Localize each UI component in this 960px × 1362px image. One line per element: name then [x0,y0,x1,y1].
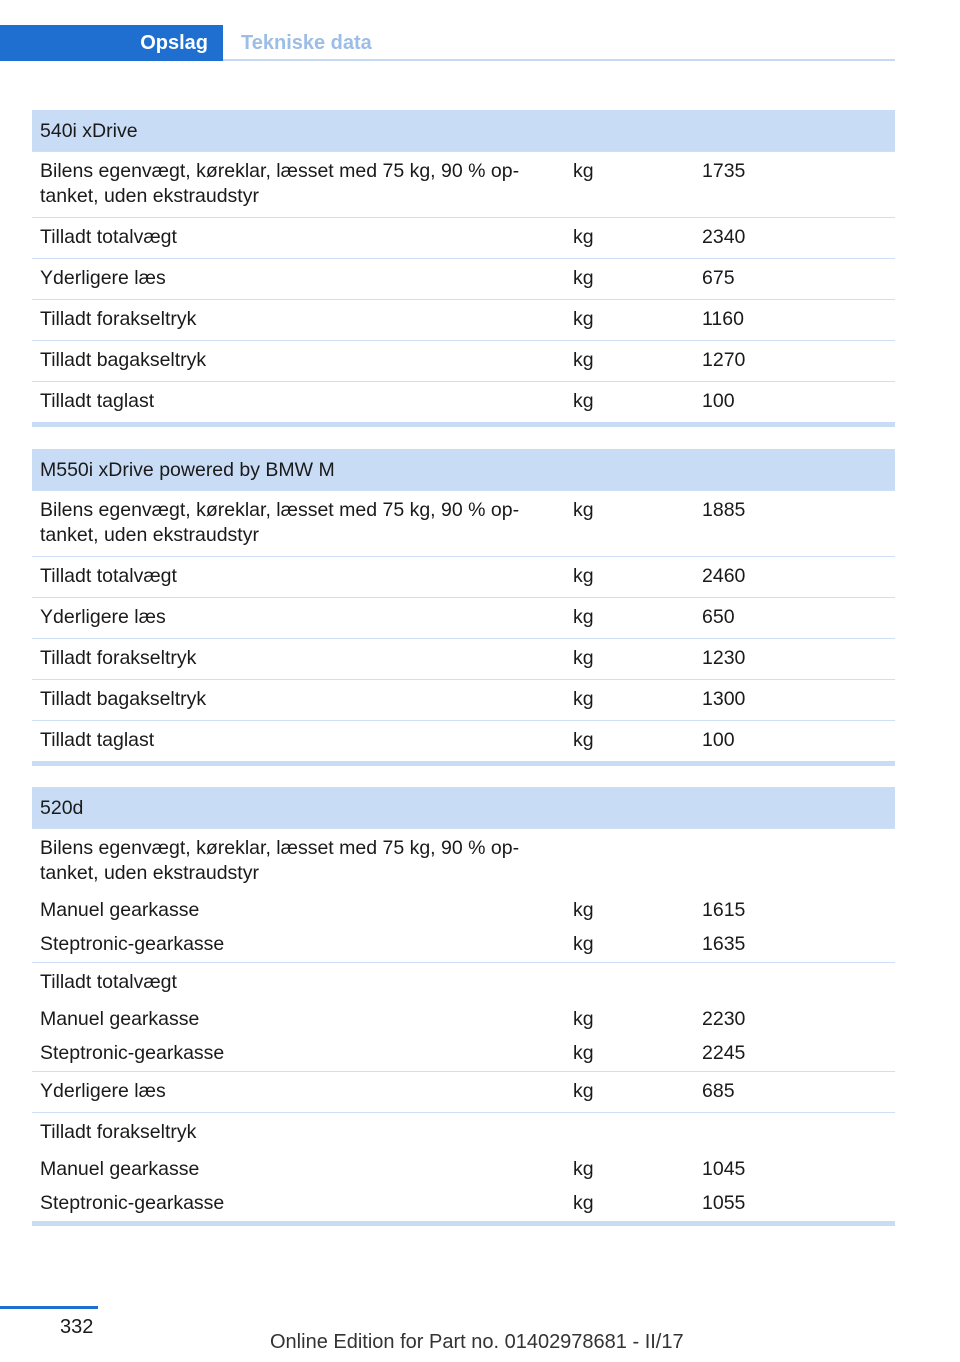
row-label: Tilladt forakseltryk [32,639,557,680]
watermark: carmanualsonline.info [716,1336,950,1361]
table-title: M550i xDrive powered by BMW M [32,449,895,491]
table-row [32,680,895,721]
row-unit: kg [557,721,694,764]
table-subrow [32,1037,895,1072]
table-row [32,721,895,764]
section-tab-tekniske-data[interactable]: Tekniske data [241,31,372,54]
edition-note: Online Edition for Part no. 01402978681 - II/17 [270,1331,684,1353]
row-unit: kg [557,341,694,382]
group-label: Tilladt forakseltryk [32,1113,557,1154]
row-label: Steptronic-gearkasse [32,1187,557,1224]
table-row [32,639,895,680]
row-value: 1635 [702,933,746,955]
header-divider [223,59,895,61]
row-label: Yderligere læs [32,259,557,300]
row-value: 1735 [694,152,895,218]
row-unit: kg [573,1042,594,1064]
table-row [32,491,895,557]
row-unit: kg [557,152,694,218]
table-subrow [32,1003,895,1037]
row-label: Tilladt bagakseltryk [32,341,557,382]
row-unit: kg [557,259,694,300]
table-row [32,152,895,218]
row-unit: kg [557,1187,694,1224]
row-unit: kg [557,300,694,341]
row-value: 1615 [702,899,746,921]
table-row [32,598,895,639]
row-value: 1045 [702,1158,746,1180]
table-row [32,382,895,425]
table-row [32,300,895,341]
row-value: 2230 [702,1008,746,1030]
row-unit: kg [557,680,694,721]
spec-table-520d [32,787,895,1226]
row-label: Yderligere læs [32,1072,557,1113]
row-label: Tilladt bagakseltryk [32,680,557,721]
row-unit: kg [573,933,594,955]
table-title: 540i xDrive [32,110,895,152]
row-value: 675 [694,259,895,300]
table-subrow [32,928,895,963]
row-value: 2245 [702,1042,746,1064]
row-value: 685 [694,1072,895,1113]
row-label: Tilladt taglast [32,382,557,425]
page-number: 332 [60,1316,94,1338]
row-value: 1055 [694,1187,895,1224]
row-label: Bilens egenvægt, køreklar, læsset med 75 kg, 90 % op-tanket, uden ekstraudstyr [32,491,557,557]
table-subrow [32,1153,895,1187]
row-unit: kg [573,899,594,921]
table-group-row [32,829,895,895]
row-unit: kg [557,598,694,639]
row-unit: kg [557,639,694,680]
row-label: Bilens egenvægt, køreklar, læsset med 75 kg, 90 % op-tanket, uden ekstraudstyr [32,152,557,218]
row-label: Yderligere læs [32,598,557,639]
row-label: Steptronic-gearkasse [40,1042,225,1064]
spec-table-540i-xdrive [32,110,895,427]
group-label: Bilens egenvægt, køreklar, læsset med 75 kg, 90 % op-tanket, uden ekstraudstyr [32,829,557,895]
row-label: Steptronic-gearkasse [40,933,225,955]
table-row [32,218,895,259]
row-label: Manuel gearkasse [40,1158,200,1180]
row-label: Tilladt forakseltryk [32,300,557,341]
row-value: 100 [694,382,895,425]
row-value: 1300 [694,680,895,721]
row-unit: kg [557,557,694,598]
table-row [32,259,895,300]
row-label: Manuel gearkasse [40,1008,200,1030]
row-value: 1230 [694,639,895,680]
row-label: Tilladt taglast [32,721,557,764]
row-value: 1885 [694,491,895,557]
table-subrow [32,1187,895,1224]
table-subrow [32,894,895,928]
row-unit: kg [573,1008,594,1030]
row-unit: kg [557,218,694,259]
row-unit: kg [557,491,694,557]
row-value: 2460 [694,557,895,598]
row-unit: kg [573,1158,594,1180]
row-value: 650 [694,598,895,639]
page-header [0,25,895,61]
spec-table-m550i-xdrive [32,449,895,766]
row-label: Tilladt totalvægt [32,557,557,598]
footer-divider [0,1306,98,1309]
row-value: 1160 [694,300,895,341]
row-label: Tilladt totalvægt [32,218,557,259]
group-label: Tilladt totalvægt [32,963,557,1004]
row-unit: kg [557,1072,694,1113]
table-group-row [32,963,895,1004]
table-row [32,557,895,598]
section-tab-opslag[interactable]: Opslag [0,25,223,61]
row-value: 100 [694,721,895,764]
table-row [32,341,895,382]
row-value: 1270 [694,341,895,382]
table-title: 520d [32,787,895,829]
row-label: Manuel gearkasse [40,899,200,921]
table-row [32,1072,895,1113]
row-value: 2340 [694,218,895,259]
table-group-row [32,1113,895,1154]
row-unit: kg [557,382,694,425]
